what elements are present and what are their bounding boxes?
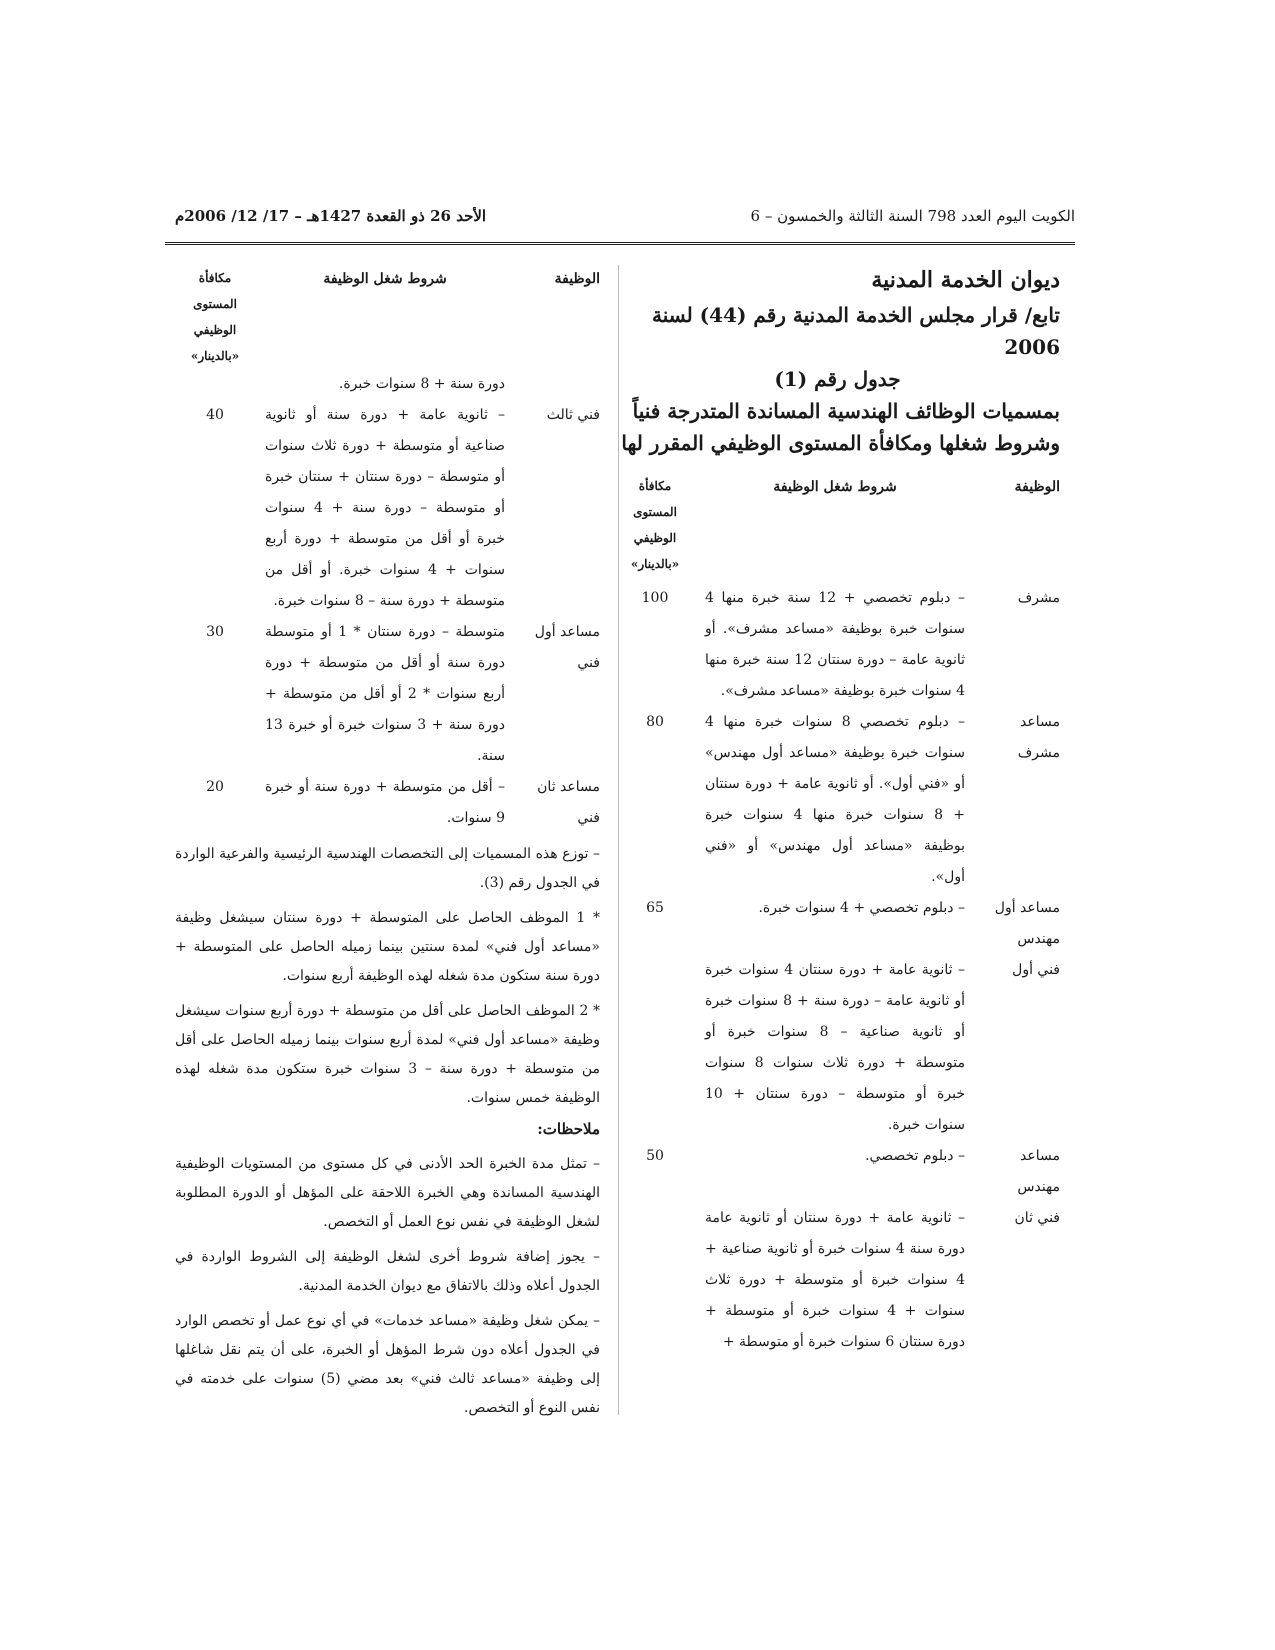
header-job: الوظيفة bbox=[554, 271, 600, 287]
table-row-pay bbox=[615, 1203, 695, 1358]
header-pay: مكافأة المستوى الوظيفي «بالدينار» bbox=[190, 271, 240, 363]
table-row-job: فني ثالث bbox=[546, 407, 600, 423]
table-row-job: مشرف bbox=[1017, 590, 1060, 606]
note-item: – تمثل مدة الخبرة الحد الأدنى في كل مستوى من المستويات الوظيفية الهندسية المساندة وهي الخبرة اللاحقة على المؤهل أو الدورة المطلوبة لشغل الوظيفة في نفس نوع العمل أو التخصص. bbox=[175, 1156, 600, 1230]
table-row-conditions: – ثانوية عامة + دورة سنتان أو ثانوية عامة دورة سنة 4 سنوات خبرة أو ثانوية صناعية + 4 سنوات خبرة أو متوسطة + دورة ثلاث سنوات + 4 سنوات خبرة أو متوسطة + دورة سنتان 6 سنوات خبرة أو متوسطة + bbox=[705, 1210, 965, 1350]
table-row-pay: 40 bbox=[206, 407, 224, 423]
table-row-conditions: – دبلوم تخصصي + 12 سنة خبرة منها 4 سنوات خبرة بوظيفة «مساعد مشرف». أو ثانوية عامة – دورة سنتان 12 سنة خبرة منها 4 سنوات خبرة بوظيفة «مساعد مشرف». bbox=[705, 590, 965, 699]
page-header bbox=[165, 207, 1075, 239]
table-number: جدول رقم (1) bbox=[774, 367, 901, 391]
header-pay: مكافأة المستوى الوظيفي «بالدينار» bbox=[630, 479, 680, 571]
table-row-job: فني ثان bbox=[1014, 1210, 1060, 1226]
notes-title: ملاحظات: bbox=[537, 1120, 600, 1138]
table-row-pay: 30 bbox=[206, 624, 224, 640]
table-row-job: مساعد أول فني bbox=[534, 624, 600, 671]
decision-title: تابع/ قرار مجلس الخدمة المدنية رقم (44) لسنة 2006 bbox=[652, 303, 1060, 359]
table-row-pay: 100 bbox=[641, 590, 669, 606]
footnote-2: * 2 الموظف الحاصل على أقل من متوسطة + دورة أربع سنوات سيشغل وظيفة «مساعد أول فني» لمدة أربع سنوات بينما زميله الحاصل على أقل من متوسطة + دورة سنة – 3 سنوات خبرة ستكون مدة شغله لهذه الوظيفة خمس سنوات. bbox=[175, 1003, 600, 1106]
table-row-job: مساعد أول مهندس bbox=[994, 900, 1060, 947]
distribution-note: – توزع هذه المسميات إلى التخصصات الهندسية الرئيسية والفرعية الواردة في الجدول رقم (3). bbox=[175, 846, 600, 891]
header-conditions: شروط شغل الوظيفة bbox=[323, 271, 447, 287]
table-title: بمسميات الوظائف الهندسية المساندة المتدرجة فنياً وشروط شغلها ومكافأة المستوى الوظيفي المقرر لها bbox=[621, 399, 1060, 455]
footnote-1: * 1 الموظف الحاصل على المتوسطة + دورة سنتان سيشغل وظيفة «مساعد أول فني» لمدة سنتين بينما زميله الحاصل على المتوسطة + دورة سنة ستكون مدة شغله لهذه الوظيفة أربع سنوات. bbox=[175, 910, 600, 984]
table-row-conditions: – ثانوية عامة + دورة سنتان 4 سنوات خبرة أو ثانوية عامة – دورة سنة + 8 سنوات خبرة أو ثانوية صناعية – 8 سنوات خبرة أو متوسطة + دورة ثلاث سنوات 8 سنوات خبرة أو متوسطة – دورة سنتان + 10 سنوات خبرة. bbox=[705, 962, 966, 1133]
header-job: الوظيفة bbox=[1014, 479, 1060, 495]
table-row-conditions: – دبلوم تخصصي 8 سنوات خبرة منها 4 سنوات خبرة بوظيفة «مساعد أول مهندس» أو «فني أول». أو ثانوية عامة + دورة سنتان + 8 سنوات خبرة منها 4 سنوات خبرة بوظيفة «مساعد أول مهندس» أو «فني أول». bbox=[705, 714, 965, 885]
table-row-pay bbox=[615, 955, 695, 1141]
jobs-table-left bbox=[175, 265, 600, 834]
jobs-table-right bbox=[615, 473, 1060, 1358]
table-row-conditions: – ثانوية عامة + دورة سنة أو ثانوية صناعية أو متوسطة + دورة ثلاث سنوات أو متوسطة – دورة سنتان + سنتان خبرة أو متوسطة – دورة سنة + 4 سنوات خبرة أو أقل من متوسطة + دورة أربع سنوات + 4 سنوات خبرة. أو أقل من متوسطة + دورة سنة – 8 سنوات خبرة. bbox=[265, 407, 506, 609]
table-row-job: مساعد مهندس bbox=[1017, 1148, 1060, 1195]
header-conditions: شروط شغل الوظيفة bbox=[773, 479, 897, 495]
table-row-pay: 65 bbox=[646, 900, 664, 916]
table-row-job: مساعد ثان فني bbox=[537, 779, 600, 826]
table-row-conditions: متوسطة – دورة سنتان * 1 أو متوسطة دورة سنة أو أقل من متوسطة + دورة أربع سنوات * 2 أو أقل من متوسطة + دورة سنة + 3 سنوات خبرة أو خبرة 13 سنة. bbox=[265, 624, 506, 764]
section-title: ديوان الخدمة المدنية bbox=[871, 267, 1060, 293]
note-item: – يمكن شغل وظيفة «مساعد خدمات» في أي نوع عمل أو تخصص الوارد في الجدول أعلاه دون شرط المؤهل أو الخبرة، على أن يتم نقل شاغلها إلى وظيفة «مساعد ثالث فني» بعد مضي (5) سنوات على خدمته في نفس النوع أو التخصص. bbox=[175, 1313, 601, 1416]
table-row-job: مساعد مشرف bbox=[1017, 714, 1060, 761]
right-column bbox=[615, 265, 1060, 1358]
table-row-pay: 50 bbox=[646, 1148, 664, 1164]
header-issue-info: الكويت اليوم العدد 798 السنة الثالثة والخمسون – 6 bbox=[750, 207, 1075, 225]
table-row-pay: 20 bbox=[206, 779, 224, 795]
header-date: الأحد 26 ذو القعدة 1427هـ – 17/ 12/ 2006م bbox=[175, 207, 487, 225]
table-row-job: فني أول bbox=[1012, 962, 1060, 978]
table-row-pay: 80 bbox=[646, 714, 664, 730]
left-column bbox=[175, 265, 600, 1423]
header-rule bbox=[165, 242, 1075, 245]
table-row-conditions: – أقل من متوسطة + دورة سنة أو خبرة 9 سنوات. bbox=[265, 779, 505, 826]
table-row-conditions: – دبلوم تخصصي + 4 سنوات خبرة. bbox=[758, 900, 965, 916]
continuation-text: دورة سنة + 8 سنوات خبرة. bbox=[338, 376, 505, 392]
note-item: – يجوز إضافة شروط أخرى لشغل الوظيفة إلى الشروط الواردة في الجدول أعلاه وذلك بالاتفاق مع ديوان الخدمة المدنية. bbox=[175, 1249, 600, 1294]
table-row-conditions: – دبلوم تخصصي. bbox=[865, 1148, 965, 1164]
